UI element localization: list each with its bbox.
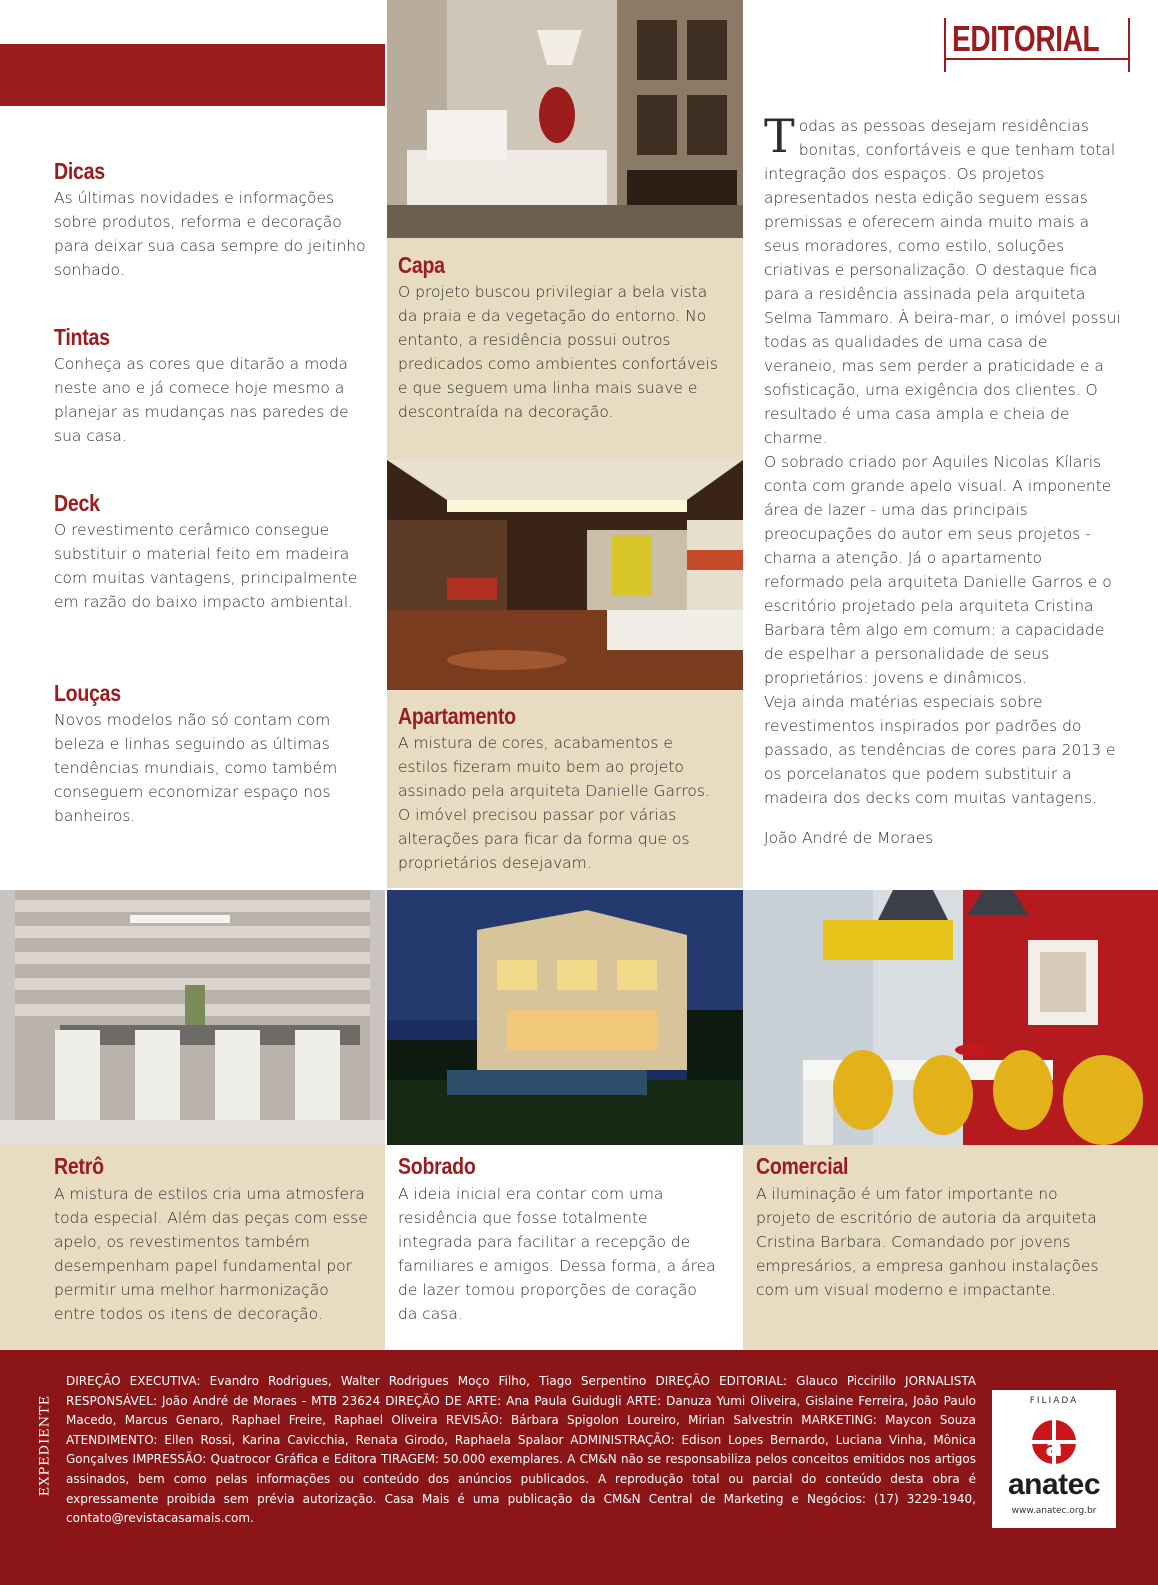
tintas-title: Tintas xyxy=(54,324,110,350)
retro-text: A mistura de estilos cria uma atmosfera toda especial. Além das peças com esse apelo, os revestimentos também desempenham papel fundamental por permitir uma melhor harmonização entre todos os itens de decoração. xyxy=(54,1185,368,1323)
editorial-paragraph-1 xyxy=(764,109,1124,450)
retro-title: Retrô xyxy=(54,1153,104,1179)
deck-title: Deck xyxy=(54,490,100,516)
editorial-rule-left xyxy=(944,18,946,72)
comercial-title: Comercial xyxy=(756,1153,849,1179)
anatec-name: anatec xyxy=(1007,1468,1101,1501)
editorial-signature: João André de Moraes xyxy=(764,829,934,847)
editorial-paragraph-2: O sobrado criado por Aquiles Nicolas Kílaris conta com grande apelo visual. A imponente área de lazer - uma das principais preocupações do autor em seus projetos - chama a atenção. Já o apartamento reformado pela arquiteta Danielle Garros e o escritório projetado pela arquiteta Cristina Barbara têm algo em comum: a capacidade de espelhar a personalidade de seus proprietários: jovens e dinâmicos. xyxy=(764,453,1112,687)
anatec-filiada: FILIADA xyxy=(1029,1396,1079,1406)
expediente-label xyxy=(32,1382,54,1517)
anatec-logo-icon xyxy=(1030,1418,1078,1466)
editorial-title: EDITORIAL xyxy=(952,18,1100,59)
retro-photo xyxy=(0,890,385,1145)
expediente-label-text: EXPEDIENTE xyxy=(37,1394,53,1497)
capa-title: Capa xyxy=(398,252,445,278)
loucas-title: Louças xyxy=(54,680,121,706)
dicas-title: Dicas xyxy=(54,158,105,184)
apartamento-text: A mistura de cores, acabamentos e estilos fizeram muito bem ao projeto assinado pela arquiteta Danielle Garros. O imóvel precisou passar por várias alterações para ficar da forma que os proprietários desejavam. xyxy=(398,734,710,872)
apartamento-title: Apartamento xyxy=(398,703,516,729)
svg-text:a: a xyxy=(1045,1433,1063,1463)
editorial-first-text: odas as pessoas desejam residências bonitas, confortáveis e que tenham total integração dos espaços. Os projetos apresentados nesta edição seguem essas premissas e oferecem ainda muito mais a seus moradores, como estilo, soluções criativas e personalização. O destaque fica para a residência assinada pela arquiteta Selma Tammaro. À beira-mar, o imóvel possui todas as qualidades de uma casa de veraneio, mas sem perder a praticidade e a sofisticação, uma exigência dos clientes. O resultado é uma casa ampla e cheia de charme. xyxy=(764,117,1121,447)
red-banner xyxy=(0,44,385,106)
sobrado-text: A ideia inicial era contar com uma residência que fosse totalmente integrada para facilitar a recepção de familiares e amigos. Dessa forma, a área de lazer tomou proporções de coração da casa. xyxy=(398,1185,716,1323)
editorial-paragraph-3: Veja ainda matérias especiais sobre revestimentos inspirados por padrões do passado, as tendências de cores para 2013 e os porcelanatos que podem substituir a madeira dos decks com muitas vantagens. xyxy=(764,693,1116,807)
sobrado-title: Sobrado xyxy=(398,1153,476,1179)
deck-text: O revestimento cerâmico consegue substituir o material feito em madeira com muitas vantagens, principalmente em razão do baixo impacto ambiental. xyxy=(54,521,358,611)
editorial-dropcap: T xyxy=(764,109,795,163)
loucas-text: Novos modelos não só contam com beleza e linhas seguindo as últimas tendências mundiais, como também conseguem economizar espaço nos banheiros. xyxy=(54,711,338,825)
capa-text: O projeto buscou privilegiar a bela vista da praia e da vegetação do entorno. No entanto, a residência possui outros predicados como ambientes confortáveis e que seguem uma linha mais suave e descontraída na decoração. xyxy=(398,283,718,421)
anatec-url: www.anatec.org.br xyxy=(1011,1506,1097,1516)
capa-photo xyxy=(387,0,743,238)
dicas-text: As últimas novidades e informações sobre produtos, reforma e decoração para deixar sua casa sempre do jeitinho sonhado. xyxy=(54,189,366,279)
sobrado-photo xyxy=(387,890,743,1145)
editorial-rule-right xyxy=(1128,18,1130,72)
comercial-text: A iluminação é um fator importante no projeto de escritório de autoria da arquiteta Cristina Barbara. Comandado por jovens empresários, a empresa ganhou instalações com um visual moderno e impactante. xyxy=(756,1185,1099,1299)
comercial-photo xyxy=(743,890,1158,1145)
apartamento-photo xyxy=(387,460,743,690)
editorial-body xyxy=(764,109,1124,850)
expediente-text: DIREÇÃO EXECUTIVA: Evandro Rodrigues, Walter Rodrigues Moço Filho, Tiago Serpentino DIREÇÃO EDITORIAL: Glauco Piccirillo JORNALISTA RESPONSÁVEL: João André de Moraes - MTB 23624 DIREÇÃO DE ARTE: Ana Paula Guidugli ARTE: Danuza Yumi Oliveira, Gislaine Ferreira, João Paulo Macedo, Marcus Genaro, Raphael Freire, Raphael Oliveira REVISÃO: Bárbara Spigolon Loureiro, Mirian Salvestrin MARKETING: Maycon Souza ATENDIMENTO: Ellen Rossi, Karina Cavicchia, Renata Girodo, Raphaela Spalaor ADMINISTRAÇÃO: Edison Lopes Bernardo, Luciana Vinha, Mônica Gonçalves IMPRESSÃO: Quatrocor Gráfica e Editora TIRAGEM: 50.000 exemplares. A CM&N não se responsabiliza pelos conceitos emitidos nos artigos assinados, bem como pelas informações ou conteúdo dos anúncios publicados. A reprodução total ou parcial do conteúdo desta obra é expressamente proibida sem prévia autorização. Casa Mais é uma publicação da CM&N Central de Marketing e Negócios: (17) 3229-1940, contato@revistacasamais.com. xyxy=(66,1374,976,1526)
tintas-text: Conheça as cores que ditarão a moda neste ano e já comece hoje mesmo a planejar as mudanças nas paredes de sua casa. xyxy=(54,355,349,445)
anatec-badge xyxy=(992,1390,1116,1528)
